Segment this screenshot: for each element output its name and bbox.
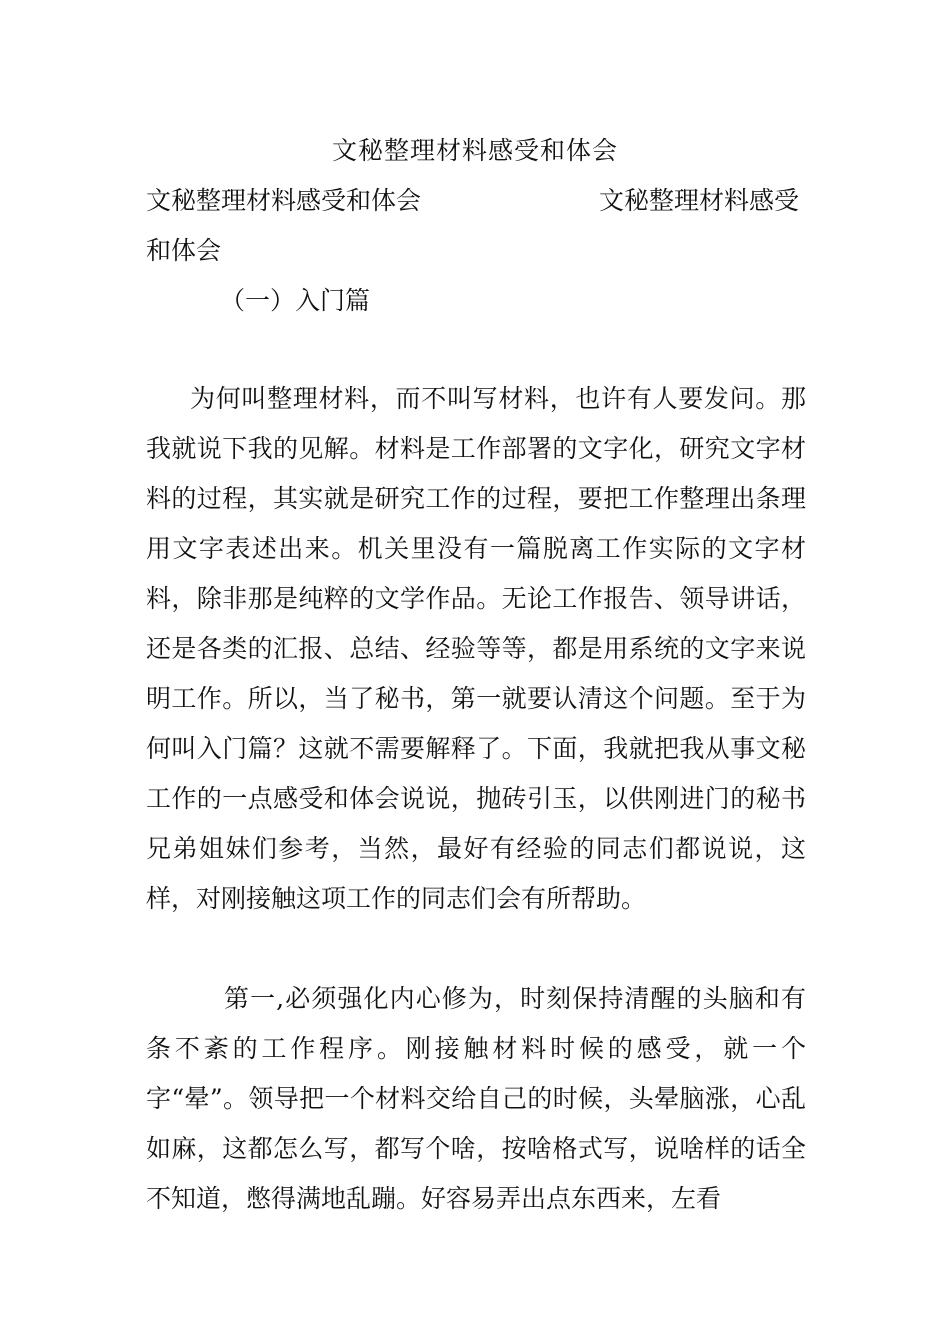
body-paragraph-1: 为何叫整理材料，而不叫写材料，也许有人要发问。那我就说下我的见解。材料是工作部署的文字化，研究文字材料的过程，其实就是研究工作的过程，要把工作整理出条理用文字表述出来。机关里没有一篇脱离工作实际的文字材料，除非那是纯粹的文学作品。无论工作报告、领导讲话，还是各类的汇报、总结、经验等等，都是用系统的文字来说明工作。所以，当了秘书，第一就要认清这个问题。至于为何叫入门篇？这就不需要解释了。下面，我就把我从事文秘工作的一点感受和体会说说，抛砖引玉，以供刚进门的秘书兄弟姐妹们参考，当然，最好有经验的同志们都说说，这样，对刚接触这项工作的同志们会有所帮助。 <box>146 384 806 913</box>
subtitle-left: 文秘整理材料感受和体会 <box>146 186 422 215</box>
subtitle-continuation: 和体会 <box>146 236 222 265</box>
body-paragraph-2: 第一,必须强化内心修为，时刻保持清醒的头脑和有条不紊的工作程序。刚接触材料时候的感受，就一个字“晕”。领导把一个材料交给自己的时候，头晕脑涨，心乱如麻，这都怎么写，都写个啥，按啥格式写，说啥样的话全不知道，憋得满地乱蹦。好容易弄出点东西来，左看 <box>146 984 806 1213</box>
document-title: 文秘整理材料感受和体会 <box>331 136 618 165</box>
subtitle-right: 文秘整理材料感受 <box>599 186 800 215</box>
section-heading: （一）入门篇 <box>220 286 371 315</box>
